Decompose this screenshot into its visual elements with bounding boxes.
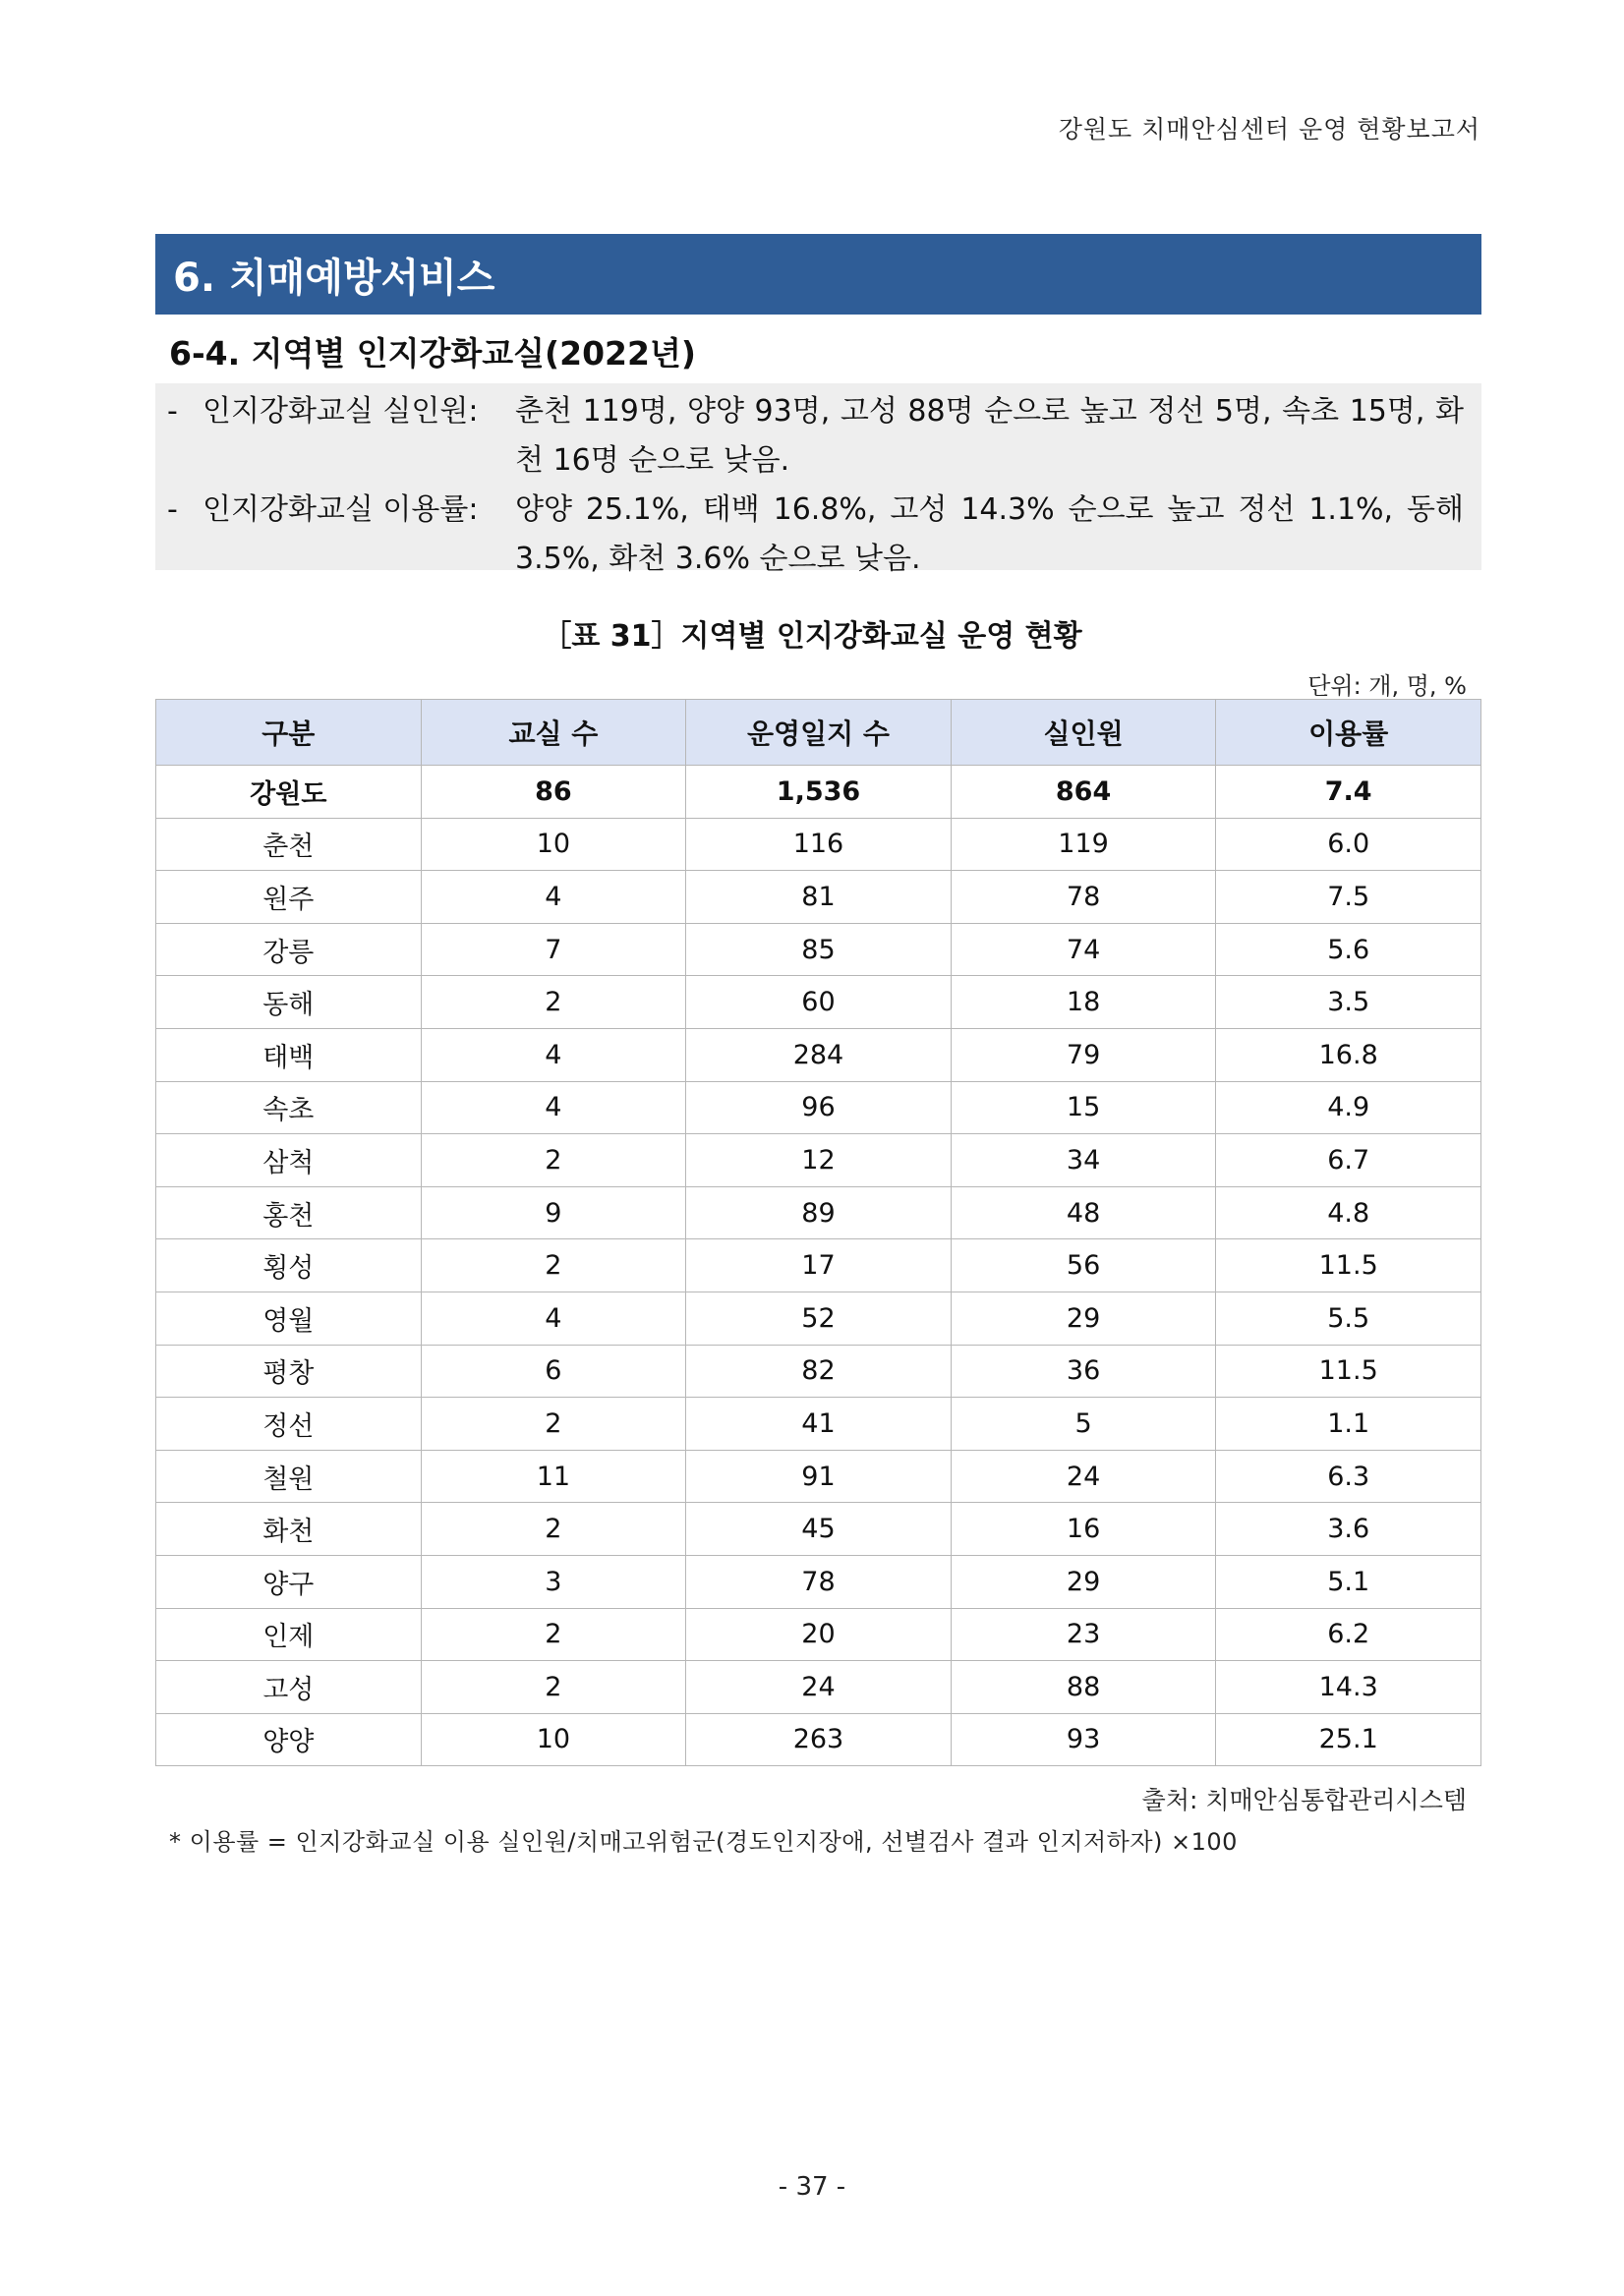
value-cell: 15 [951, 1081, 1216, 1134]
value-cell: 2 [421, 1661, 686, 1714]
value-cell: 2 [421, 1398, 686, 1451]
summary-box [155, 383, 1481, 576]
value-cell: 5.5 [1216, 1292, 1481, 1345]
value-cell: 24 [951, 1450, 1216, 1503]
subsection-title: 6-4. 지역별 인지강화교실(2022년) [169, 334, 696, 373]
table-row [156, 1186, 1481, 1239]
value-cell: 119 [951, 818, 1216, 871]
value-cell: 6 [421, 1345, 686, 1398]
summary-text: 춘천 119명, 양양 93명, 고성 88명 순으로 높고 정선 5명, 속초 15명, 화천 16명 순으로 낮음. [515, 394, 1464, 478]
value-cell: 4 [421, 1081, 686, 1134]
value-cell: 16 [951, 1503, 1216, 1556]
section-title: 6. 치매예방서비스 [173, 255, 495, 301]
value-cell: 74 [951, 923, 1216, 976]
region-cell: 평창 [156, 1345, 422, 1398]
value-cell: 7 [421, 923, 686, 976]
value-cell: 6.0 [1216, 818, 1481, 871]
value-cell: 4 [421, 1292, 686, 1345]
value-cell: 2 [421, 1134, 686, 1187]
bullet-dash: - [167, 394, 178, 429]
value-cell: 93 [951, 1713, 1216, 1766]
value-cell: 41 [686, 1398, 952, 1451]
column-header: 구분 [156, 700, 422, 766]
value-cell: 89 [686, 1186, 952, 1239]
region-cell: 삼척 [156, 1134, 422, 1187]
value-cell: 11 [421, 1450, 686, 1503]
value-cell: 78 [686, 1555, 952, 1608]
table-row [156, 1450, 1481, 1503]
footnote: * 이용률 = 인지강화교실 이용 실인원/치매고위험군(경도인지장애, 선별검사 결과 인지저하자) ×100 [169, 1828, 1238, 1856]
summary-item [167, 486, 1464, 584]
region-cell: 원주 [156, 871, 422, 924]
value-cell: 1.1 [1216, 1398, 1481, 1451]
table-row [156, 1713, 1481, 1766]
region-cell: 고성 [156, 1661, 422, 1714]
value-cell: 82 [686, 1345, 952, 1398]
table-caption: ［표 31］지역별 인지강화교실 운영 현황 [542, 619, 1082, 654]
page-number: - 37 - [778, 2172, 846, 2202]
value-cell: 864 [951, 766, 1216, 819]
column-header: 실인원 [951, 700, 1216, 766]
value-cell: 56 [951, 1239, 1216, 1292]
value-cell: 12 [686, 1134, 952, 1187]
region-cell: 강원도 [156, 766, 422, 819]
table-row [156, 1608, 1481, 1661]
value-cell: 5.6 [1216, 923, 1481, 976]
value-cell: 7.4 [1216, 766, 1481, 819]
table-row [156, 818, 1481, 871]
value-cell: 45 [686, 1503, 952, 1556]
regional-classroom-table [155, 699, 1481, 1766]
table-row [156, 1345, 1481, 1398]
summary-label: 인지강화교실 실인원: [203, 394, 479, 429]
value-cell: 6.3 [1216, 1450, 1481, 1503]
value-cell: 6.7 [1216, 1134, 1481, 1187]
value-cell: 5.1 [1216, 1555, 1481, 1608]
table-row [156, 1398, 1481, 1451]
section-title-bar [155, 234, 1481, 315]
table-row [156, 871, 1481, 924]
value-cell: 36 [951, 1345, 1216, 1398]
value-cell: 4 [421, 1028, 686, 1081]
region-cell: 철원 [156, 1450, 422, 1503]
value-cell: 3.6 [1216, 1503, 1481, 1556]
value-cell: 4.9 [1216, 1081, 1481, 1134]
table-row [156, 1292, 1481, 1345]
value-cell: 48 [951, 1186, 1216, 1239]
value-cell: 25.1 [1216, 1713, 1481, 1766]
region-cell: 강릉 [156, 923, 422, 976]
value-cell: 14.3 [1216, 1661, 1481, 1714]
column-header: 교실 수 [421, 700, 686, 766]
region-cell: 정선 [156, 1398, 422, 1451]
value-cell: 2 [421, 1503, 686, 1556]
value-cell: 79 [951, 1028, 1216, 1081]
value-cell: 96 [686, 1081, 952, 1134]
value-cell: 4 [421, 871, 686, 924]
value-cell: 1,536 [686, 766, 952, 819]
table-row [156, 1503, 1481, 1556]
value-cell: 16.8 [1216, 1028, 1481, 1081]
value-cell: 10 [421, 1713, 686, 1766]
unit-note: 단위: 개, 명, % [1307, 672, 1467, 700]
bullet-dash: - [167, 492, 178, 527]
summary-item [167, 387, 1464, 486]
column-header: 운영일지 수 [686, 700, 952, 766]
value-cell: 86 [421, 766, 686, 819]
region-cell: 양양 [156, 1713, 422, 1766]
region-cell: 횡성 [156, 1239, 422, 1292]
table-row [156, 1555, 1481, 1608]
value-cell: 78 [951, 871, 1216, 924]
value-cell: 34 [951, 1134, 1216, 1187]
region-cell: 양구 [156, 1555, 422, 1608]
value-cell: 2 [421, 976, 686, 1029]
value-cell: 52 [686, 1292, 952, 1345]
table-total-row [156, 766, 1481, 819]
value-cell: 284 [686, 1028, 952, 1081]
table-row [156, 1081, 1481, 1134]
region-cell: 동해 [156, 976, 422, 1029]
value-cell: 7.5 [1216, 871, 1481, 924]
value-cell: 17 [686, 1239, 952, 1292]
value-cell: 29 [951, 1555, 1216, 1608]
region-cell: 홍천 [156, 1186, 422, 1239]
value-cell: 29 [951, 1292, 1216, 1345]
value-cell: 91 [686, 1450, 952, 1503]
value-cell: 18 [951, 976, 1216, 1029]
value-cell: 24 [686, 1661, 952, 1714]
region-cell: 영월 [156, 1292, 422, 1345]
table-body [156, 766, 1481, 1766]
value-cell: 88 [951, 1661, 1216, 1714]
value-cell: 116 [686, 818, 952, 871]
value-cell: 2 [421, 1239, 686, 1292]
value-cell: 10 [421, 818, 686, 871]
table-row [156, 1661, 1481, 1714]
value-cell: 11.5 [1216, 1239, 1481, 1292]
value-cell: 263 [686, 1713, 952, 1766]
source-note: 출처: 치매안심통합관리시스템 [1141, 1786, 1467, 1814]
value-cell: 60 [686, 976, 952, 1029]
table-row [156, 1239, 1481, 1292]
value-cell: 6.2 [1216, 1608, 1481, 1661]
value-cell: 3.5 [1216, 976, 1481, 1029]
value-cell: 3 [421, 1555, 686, 1608]
table-row [156, 1134, 1481, 1187]
value-cell: 2 [421, 1608, 686, 1661]
column-header: 이용률 [1216, 700, 1481, 766]
value-cell: 9 [421, 1186, 686, 1239]
region-cell: 속초 [156, 1081, 422, 1134]
summary-text: 양양 25.1%, 태백 16.8%, 고성 14.3% 순으로 높고 정선 1.1%, 동해 3.5%, 화천 3.6% 순으로 낮음. [515, 492, 1464, 576]
value-cell: 85 [686, 923, 952, 976]
value-cell: 4.8 [1216, 1186, 1481, 1239]
table-header-row [156, 700, 1481, 766]
value-cell: 11.5 [1216, 1345, 1481, 1398]
value-cell: 5 [951, 1398, 1216, 1451]
table-row [156, 923, 1481, 976]
value-cell: 81 [686, 871, 952, 924]
table-row [156, 1028, 1481, 1081]
region-cell: 화천 [156, 1503, 422, 1556]
running-header: 강원도 치매안심센터 운영 현황보고서 [1058, 115, 1480, 144]
region-cell: 태백 [156, 1028, 422, 1081]
summary-label: 인지강화교실 이용률: [203, 492, 479, 527]
region-cell: 인제 [156, 1608, 422, 1661]
value-cell: 23 [951, 1608, 1216, 1661]
value-cell: 20 [686, 1608, 952, 1661]
region-cell: 춘천 [156, 818, 422, 871]
table-row [156, 976, 1481, 1029]
